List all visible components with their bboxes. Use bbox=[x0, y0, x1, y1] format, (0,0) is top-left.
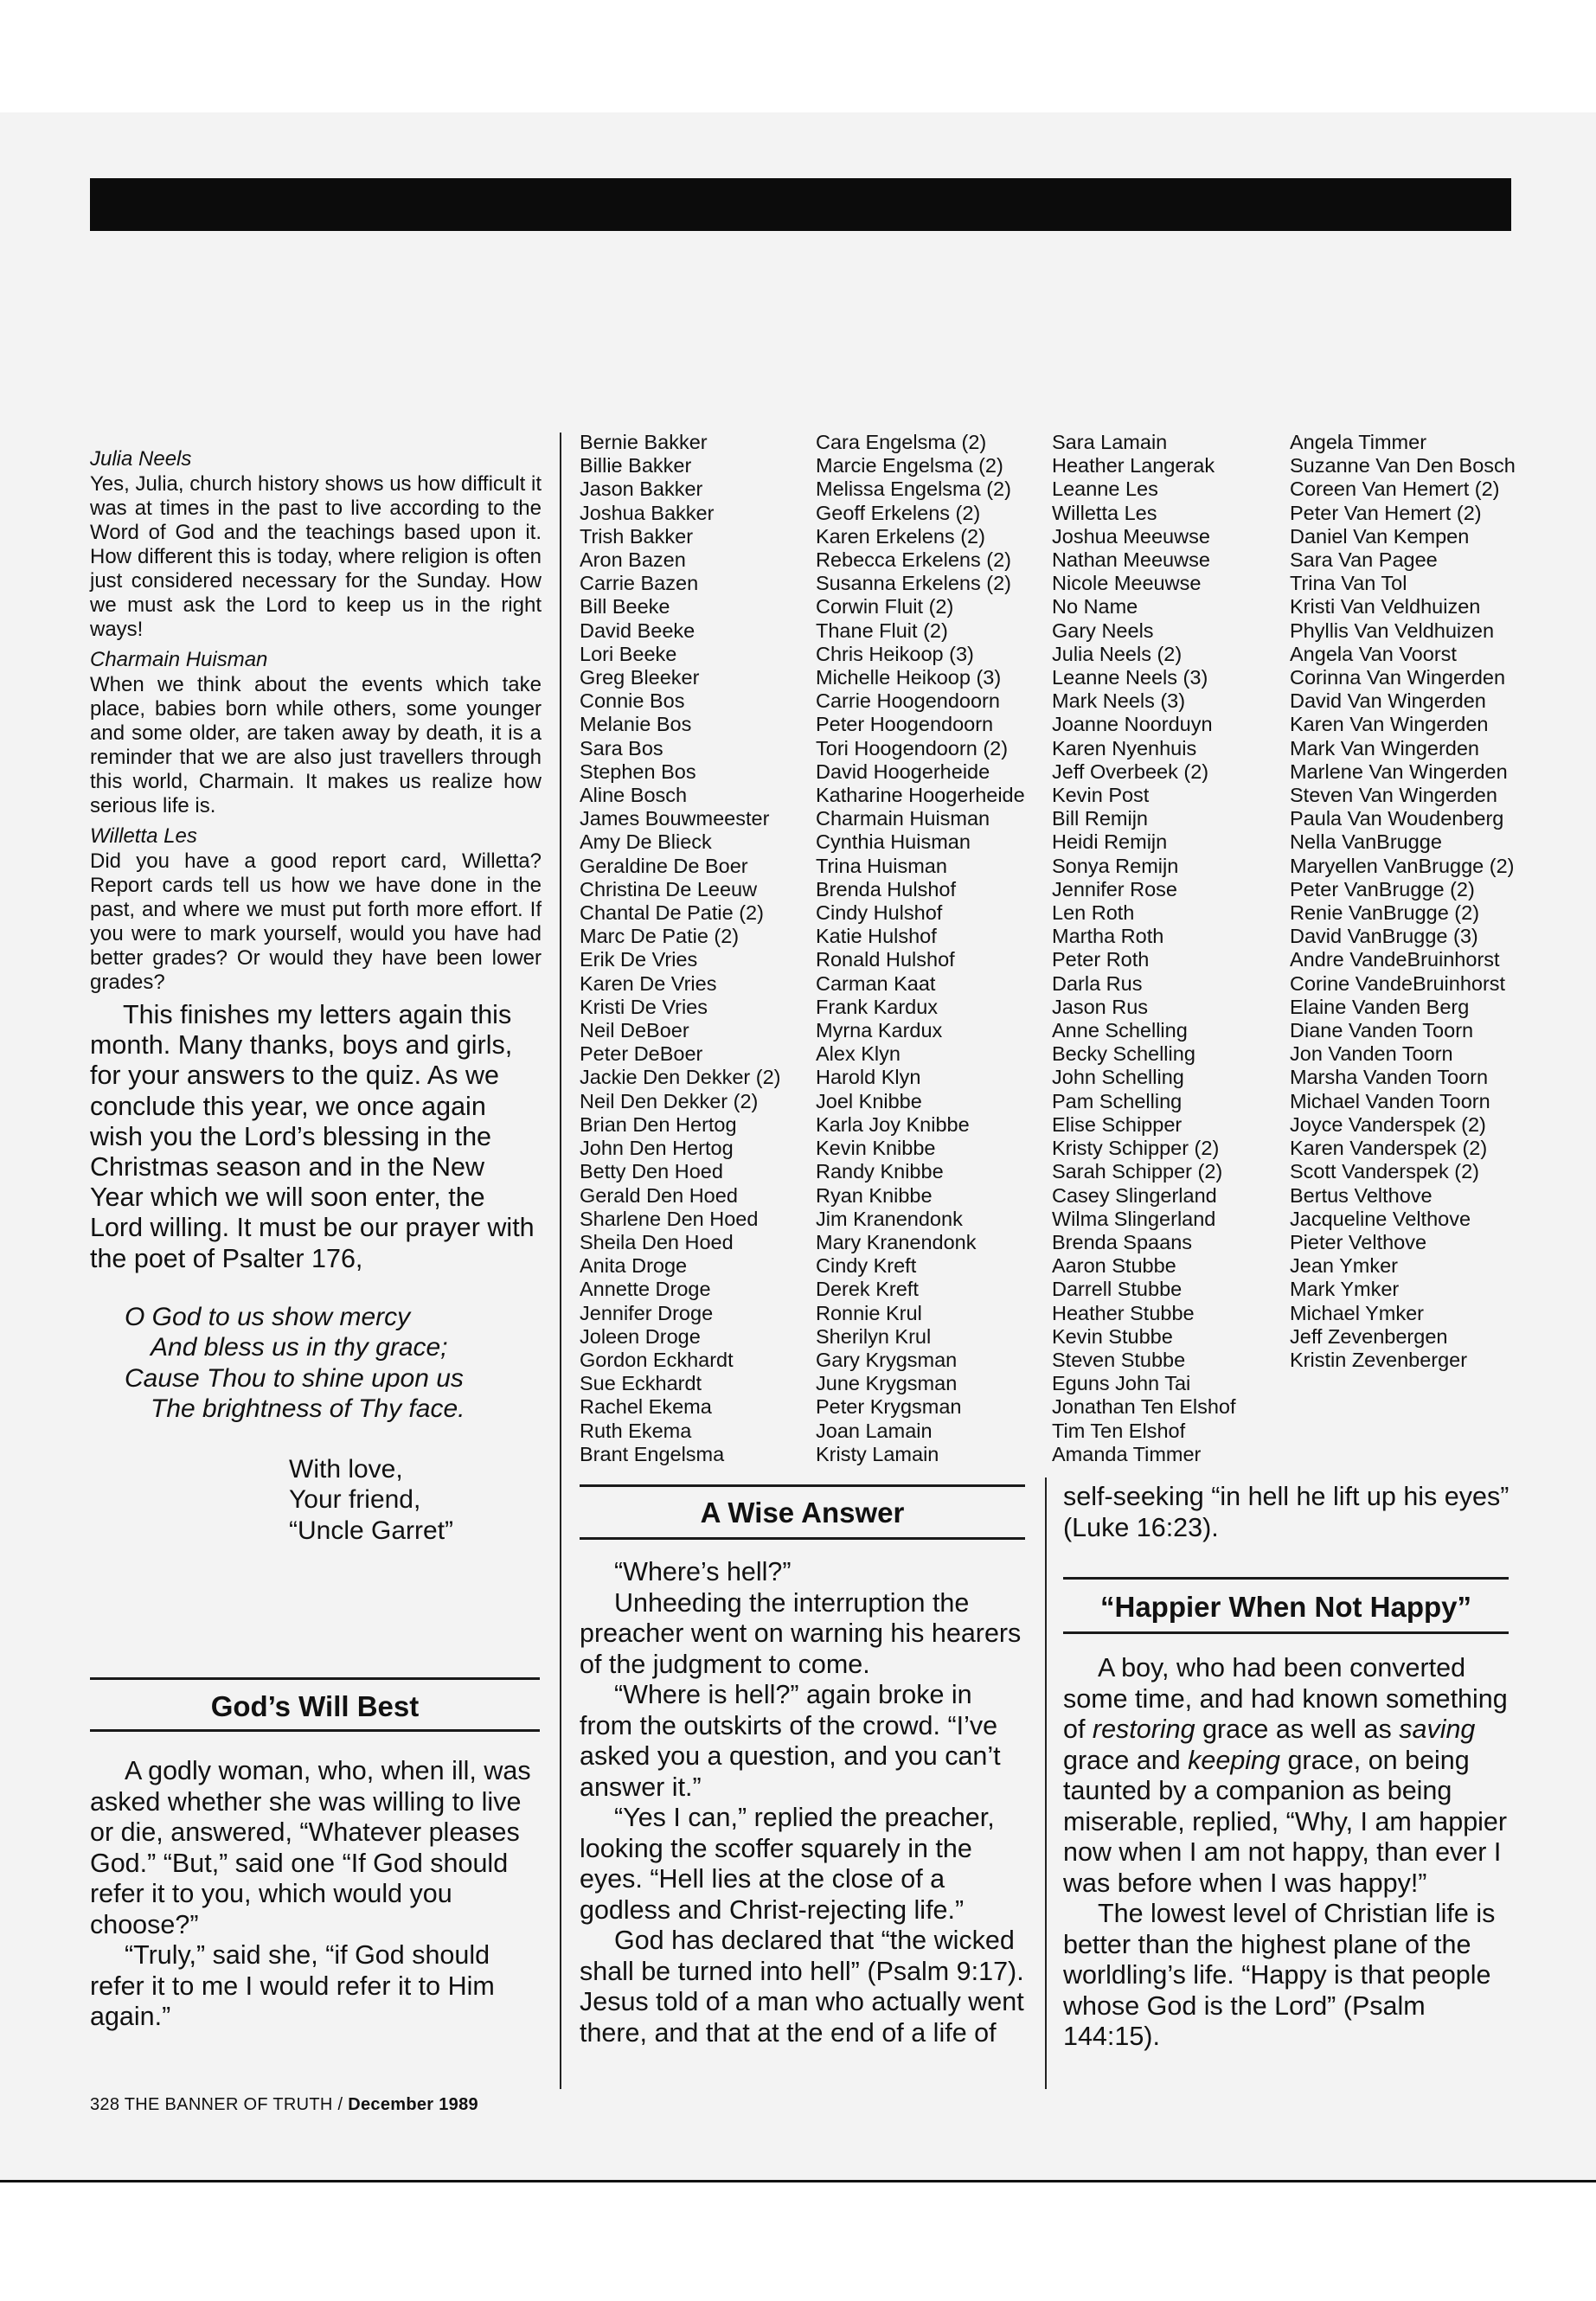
column-divider bbox=[1045, 1477, 1047, 2089]
name-entry: Sara Van Pagee bbox=[1290, 548, 1438, 572]
name-entry: Joshua Meeuwse bbox=[1052, 524, 1210, 548]
name-entry: Derek Kreft bbox=[816, 1278, 919, 1301]
wise-answer-title: A Wise Answer bbox=[700, 1497, 905, 1529]
name-entry: Susanna Erkelens (2) bbox=[816, 572, 1011, 595]
name-entry: David Hoogerheide bbox=[816, 760, 990, 783]
name-entry: Peter Roth bbox=[1052, 948, 1150, 971]
reply-text: When we think about the events which take place, babies born while others, some younger and some older, are taken away by death, it is a reminder that we are also just travellers through this world, Charmain. It makes us realize how serious life is. bbox=[90, 673, 542, 817]
name-entry: Rebecca Erkelens (2) bbox=[816, 548, 1011, 572]
name-entry: Nella VanBrugge bbox=[1290, 830, 1442, 854]
name-entry: Stephen Bos bbox=[580, 760, 696, 783]
name-entry: Kristi De Vries bbox=[580, 995, 708, 1018]
name-entry: John Schelling bbox=[1052, 1066, 1184, 1089]
name-entry: Brian Den Hertog bbox=[580, 1112, 737, 1136]
story-paragraph: A godly woman, who, when ill, was asked whether she was willing to live or die, answered, “Whatever pleases God.” “But,” said one “If God should refer it to you, which would you choose?” bbox=[90, 1756, 531, 1939]
name-entry: Carman Kaat bbox=[816, 971, 936, 995]
name-entry: Brant Engelsma bbox=[580, 1442, 725, 1465]
name-entry: Anita Droge bbox=[580, 1254, 688, 1278]
name-entry: Nicole Meeuwse bbox=[1052, 572, 1202, 595]
name-entry: Corinna Van Wingerden bbox=[1290, 666, 1506, 689]
heading-rule bbox=[580, 1484, 1025, 1487]
text-run: grace, on being taunted by a companion as being miserable, replied, “Why, I am happier now when I am not happy, than ever I was before when I was happy!” bbox=[1063, 1745, 1508, 1898]
name-entry: Marsha Vanden Toorn bbox=[1290, 1066, 1489, 1089]
name-entry: Jean Ymker bbox=[1290, 1254, 1398, 1278]
name-entry: Peter DeBoer bbox=[580, 1042, 703, 1066]
name-entry: Michelle Heikoop (3) bbox=[816, 666, 1002, 689]
happier-title: “Happier When Not Happy” bbox=[1099, 1591, 1472, 1623]
story-paragraph: self-seeking “in hell he lift up his eyes” (Luke 16:23). bbox=[1063, 1482, 1509, 1542]
name-entry: Frank Kardux bbox=[816, 995, 939, 1018]
heading-rule bbox=[90, 1677, 540, 1680]
header-black-bar bbox=[90, 178, 1511, 231]
heading-rule bbox=[1063, 1631, 1509, 1634]
name-entry: Peter VanBrugge (2) bbox=[1290, 877, 1475, 901]
story-paragraph bbox=[1063, 1653, 1513, 1899]
name-entry: Neil DeBoer bbox=[580, 1019, 689, 1042]
name-entry: Len Roth bbox=[1052, 901, 1135, 925]
name-entry: Jacqueline Velthove bbox=[1290, 1207, 1471, 1230]
name-entry: Sara Lamain bbox=[1052, 431, 1168, 453]
name-entry: Randy Knibbe bbox=[816, 1160, 944, 1183]
name-entry: Jim Kranendonk bbox=[816, 1207, 963, 1230]
name-entry: Sheila Den Hoed bbox=[580, 1230, 734, 1253]
name-entry: Chantal De Patie (2) bbox=[580, 901, 764, 925]
name-entry: Sharlene Den Hoed bbox=[580, 1207, 759, 1230]
story-paragraph: “Truly,” said she, “if God should refer it to me I would refer it to Him again.” bbox=[90, 1940, 495, 2031]
name-entry: Ryan Knibbe bbox=[816, 1183, 933, 1207]
name-entry: Jason Bakker bbox=[580, 478, 703, 501]
gods-will-best-title: God’s Will Best bbox=[210, 1690, 420, 1722]
psalter-poem bbox=[125, 1302, 542, 1425]
name-entry: Karen Vanderspek (2) bbox=[1290, 1137, 1488, 1160]
name-entry: Greg Bleeker bbox=[580, 666, 700, 689]
name-entry: Lori Beeke bbox=[580, 642, 677, 665]
name-entry: Angela Timmer bbox=[1290, 431, 1427, 453]
name-entry: Leanne Neels (3) bbox=[1052, 666, 1208, 689]
name-entry: Leanne Les bbox=[1052, 478, 1158, 501]
name-entry: Gerald Den Hoed bbox=[580, 1183, 738, 1207]
name-entry: Tori Hoogendoorn (2) bbox=[816, 736, 1009, 760]
name-entry: Billie Bakker bbox=[580, 454, 692, 478]
reply-name: Willetta Les bbox=[90, 824, 197, 848]
name-entry: Scott Vanderspek (2) bbox=[1290, 1160, 1480, 1183]
closing-paragraph: This finishes my letters again this month. Many thanks, boys and girls, for your answers to the quiz. As we conclude this year, we once again wish you the Lord’s blessing in the Christmas season and in the New Year which we will soon enter, the Lord willing. It must be our prayer with the poet of Psalter 176, bbox=[90, 1000, 535, 1273]
name-entry: Katharine Hoogerheide bbox=[816, 784, 1025, 807]
name-entry: Kristi Van Veldhuizen bbox=[1290, 595, 1481, 619]
text-run: grace as well as bbox=[1195, 1715, 1400, 1744]
name-entry: Brenda Spaans bbox=[1052, 1230, 1193, 1253]
name-entry: Kristy Lamain bbox=[816, 1442, 939, 1465]
name-entry: Coreen Van Hemert (2) bbox=[1290, 478, 1500, 501]
name-entry: Jeff Overbeek (2) bbox=[1052, 760, 1209, 783]
name-entry: Michael Ymker bbox=[1290, 1301, 1424, 1324]
name-entry: Karen Nyenhuis bbox=[1052, 736, 1197, 760]
name-entry: Steven Van Wingerden bbox=[1290, 784, 1497, 807]
name-entry: Joleen Droge bbox=[580, 1324, 701, 1348]
name-entry: Daniel Van Kempen bbox=[1290, 524, 1470, 548]
reply bbox=[90, 824, 542, 995]
name-entry: Christina De Leeuw bbox=[580, 877, 758, 901]
name-entry: Geoff Erkelens (2) bbox=[816, 501, 981, 524]
name-entry: Rachel Ekema bbox=[580, 1395, 712, 1419]
name-entry: Heather Stubbe bbox=[1052, 1301, 1195, 1324]
page-footer bbox=[90, 2095, 478, 2115]
name-entry: Peter Krygsman bbox=[816, 1395, 962, 1419]
signoff bbox=[289, 1454, 542, 1547]
reply-name: Charmain Huisman bbox=[90, 648, 268, 671]
name-entry: Sue Eckhardt bbox=[580, 1372, 702, 1395]
signoff-line: Your friend, bbox=[289, 1485, 421, 1515]
name-entry: June Krygsman bbox=[816, 1372, 958, 1395]
name-entry: Charmain Huisman bbox=[816, 807, 990, 830]
name-entry: Andre VandeBruinhorst bbox=[1290, 948, 1500, 971]
name-entry: Ruth Ekema bbox=[580, 1419, 692, 1442]
name-entry: Elise Schipper bbox=[1052, 1112, 1183, 1136]
name-entry: Connie Bos bbox=[580, 689, 685, 713]
name-entry: Bernie Bakker bbox=[580, 431, 708, 453]
emphasis: restoring bbox=[1092, 1715, 1195, 1744]
name-entry: Gordon Eckhardt bbox=[580, 1348, 734, 1371]
signoff-line: With love, bbox=[289, 1454, 403, 1484]
name-entry: Suzanne Van Den Bosch bbox=[1290, 454, 1516, 478]
name-entry: Harold Klyn bbox=[816, 1066, 921, 1089]
name-entry: Alex Klyn bbox=[816, 1042, 901, 1066]
publication-name: THE BANNER OF TRUTH / bbox=[124, 2095, 343, 2114]
reply-text: Yes, Julia, church history shows us how difficult it was at times in the past to live according to the Word of God and the teachings based upon it. How different this is today, where religion is often just considered necessary for the Sunday. How we must ask the Lord to keep us in the right ways! bbox=[90, 472, 542, 641]
name-entry: Heather Langerak bbox=[1052, 454, 1215, 478]
name-entry: Kevin Knibbe bbox=[816, 1137, 936, 1160]
name-entry: Karen Van Wingerden bbox=[1290, 713, 1489, 736]
name-entry: Myrna Kardux bbox=[816, 1019, 943, 1042]
name-entry: Peter Hoogendoorn bbox=[816, 713, 994, 736]
story-paragraph: “Yes I can,” replied the preacher, looking the scoffer squarely in the eyes. “Hell lies at the close of a godless and Christ-rejecting life.” bbox=[580, 1803, 995, 1925]
name-entry: Annette Droge bbox=[580, 1278, 711, 1301]
name-entry: Pam Schelling bbox=[1052, 1089, 1183, 1112]
name-entry: Eguns John Tai bbox=[1052, 1372, 1191, 1395]
name-entry: Ronnie Krul bbox=[816, 1301, 922, 1324]
poem-line: The brightness of Thy face. bbox=[151, 1394, 465, 1424]
name-entry: Jennifer Droge bbox=[580, 1301, 714, 1324]
name-entry: James Bouwmeester bbox=[580, 807, 770, 830]
heading-rule bbox=[90, 1729, 540, 1732]
gods-will-best-story bbox=[90, 1756, 540, 2033]
story-paragraph: God has declared that “the wicked shall be turned into hell” (Psalm 9:17). Jesus told of a man who actually went there, and that at the end of a life of bbox=[580, 1926, 1024, 2048]
name-entry: Bill Beeke bbox=[580, 595, 670, 619]
name-entry: Kevin Post bbox=[1052, 784, 1150, 807]
name-entry: Cindy Hulshof bbox=[816, 901, 943, 925]
emphasis: keeping bbox=[1188, 1745, 1280, 1775]
text-run: grace and bbox=[1063, 1745, 1189, 1775]
name-entry: Mark Neels (3) bbox=[1052, 689, 1186, 713]
name-entry: Aline Bosch bbox=[580, 784, 688, 807]
name-entry: Elaine Vanden Berg bbox=[1290, 995, 1470, 1018]
name-entry: Karen Erkelens (2) bbox=[816, 524, 985, 548]
name-entry: Marc De Patie (2) bbox=[580, 925, 740, 948]
name-entry: Michael Vanden Toorn bbox=[1290, 1089, 1490, 1112]
name-entry: Trish Bakker bbox=[580, 524, 694, 548]
name-entry: Pieter Velthove bbox=[1290, 1230, 1427, 1253]
names-column-4 bbox=[1290, 431, 1525, 1372]
name-entry: Mary Kranendonk bbox=[816, 1230, 977, 1253]
name-entry: Angela Van Voorst bbox=[1290, 642, 1457, 665]
name-entry: Corine VandeBruinhorst bbox=[1290, 971, 1506, 995]
name-entry: Chris Heikoop (3) bbox=[816, 642, 974, 665]
name-entry: Amanda Timmer bbox=[1052, 1442, 1202, 1465]
name-entry: Mark Van Wingerden bbox=[1290, 736, 1479, 760]
name-entry: Julia Neels (2) bbox=[1052, 642, 1183, 665]
reply-text: Did you have a good report card, Willetta? Report cards tell us how we have done in the past, and where we must put forth more effort. If you were to mark yourself, would you have had better grades? Or would they have been lower grades? bbox=[90, 849, 542, 994]
name-entry: Joshua Bakker bbox=[580, 501, 715, 524]
name-entry: Geraldine De Boer bbox=[580, 854, 748, 877]
name-entry: Anne Schelling bbox=[1052, 1019, 1188, 1042]
signoff-line: “Uncle Garret” bbox=[289, 1516, 454, 1545]
story-paragraph: The lowest level of Christian life is better than the highest plane of the worldling’s life. “Happy is that people whose God is the Lord” (Psalm 144:15). bbox=[1063, 1899, 1496, 2051]
name-entry: Katie Hulshof bbox=[816, 925, 937, 948]
name-entry: Wilma Slingerland bbox=[1052, 1207, 1216, 1230]
name-entry: Sonya Remijn bbox=[1052, 854, 1179, 877]
name-entry: Trina Van Tol bbox=[1290, 572, 1407, 595]
name-entry: John Den Hertog bbox=[580, 1137, 734, 1160]
name-entry: Melanie Bos bbox=[580, 713, 692, 736]
name-entry: Joyce Vanderspek (2) bbox=[1290, 1112, 1486, 1136]
reply bbox=[90, 647, 542, 818]
name-entry: Carrie Hoogendoorn bbox=[816, 689, 1000, 713]
name-entry: Kevin Stubbe bbox=[1052, 1324, 1173, 1348]
name-entry: David Van Wingerden bbox=[1290, 689, 1486, 713]
issue-date: December 1989 bbox=[348, 2095, 478, 2114]
heading-rule bbox=[580, 1537, 1025, 1540]
name-entry: Jonathan Ten Elshof bbox=[1052, 1395, 1236, 1419]
happier-story bbox=[1063, 1653, 1513, 2053]
bottom-rule bbox=[0, 2180, 1596, 2182]
name-entry: Karla Joy Knibbe bbox=[816, 1112, 970, 1136]
poem-line: Cause Thou to shine upon us bbox=[125, 1363, 464, 1393]
name-entry: Amy De Blieck bbox=[580, 830, 712, 854]
name-entry: Gary Krygsman bbox=[816, 1348, 958, 1371]
story-paragraph: “Where’s hell?” bbox=[614, 1557, 792, 1586]
name-entry: Bill Remijn bbox=[1052, 807, 1148, 830]
name-entry: Aaron Stubbe bbox=[1052, 1254, 1176, 1278]
names-column-1 bbox=[580, 431, 815, 1466]
name-entry: Betty Den Hoed bbox=[580, 1160, 723, 1183]
name-entry: Brenda Hulshof bbox=[816, 877, 956, 901]
poem-line: O God to us show mercy bbox=[125, 1302, 411, 1331]
name-entry: Mark Ymker bbox=[1290, 1278, 1400, 1301]
name-entry: Thane Fluit (2) bbox=[816, 619, 948, 642]
name-entry: Ronald Hulshof bbox=[816, 948, 955, 971]
name-entry: Marcie Engelsma (2) bbox=[816, 454, 1003, 478]
name-entry: Willetta Les bbox=[1052, 501, 1157, 524]
name-entry: Joanne Noorduyn bbox=[1052, 713, 1213, 736]
name-entry: Carrie Bazen bbox=[580, 572, 699, 595]
column-divider bbox=[560, 433, 561, 2089]
name-entry: Trina Huisman bbox=[816, 854, 947, 877]
reply-name: Julia Neels bbox=[90, 447, 192, 471]
name-entry: Corwin Fluit (2) bbox=[816, 595, 954, 619]
name-entry: Diane Vanden Toorn bbox=[1290, 1019, 1474, 1042]
name-entry: Jon Vanden Toorn bbox=[1290, 1042, 1453, 1066]
name-entry: Marlene Van Wingerden bbox=[1290, 760, 1508, 783]
name-entry: Cynthia Huisman bbox=[816, 830, 971, 854]
name-entry: Maryellen VanBrugge (2) bbox=[1290, 854, 1515, 877]
name-entry: No Name bbox=[1052, 595, 1138, 619]
name-entry: Heidi Remijn bbox=[1052, 830, 1168, 854]
name-entry: Neil Den Dekker (2) bbox=[580, 1089, 759, 1112]
name-entry: Jennifer Rose bbox=[1052, 877, 1177, 901]
name-entry: Phyllis Van Veldhuizen bbox=[1290, 619, 1495, 642]
name-entry: Kristy Schipper (2) bbox=[1052, 1137, 1220, 1160]
name-entry: David Beeke bbox=[580, 619, 695, 642]
name-entry: Karen De Vries bbox=[580, 971, 717, 995]
name-entry: Erik De Vries bbox=[580, 948, 698, 971]
name-entry: David VanBrugge (3) bbox=[1290, 925, 1478, 948]
name-entry: Jackie Den Dekker (2) bbox=[580, 1066, 781, 1089]
name-entry: Melissa Engelsma (2) bbox=[816, 478, 1011, 501]
emphasis: saving bbox=[1399, 1715, 1476, 1744]
name-entry: Nathan Meeuwse bbox=[1052, 548, 1210, 572]
wise-answer-story bbox=[580, 1557, 1029, 2048]
name-entry: Gary Neels bbox=[1052, 619, 1154, 642]
name-entry: Bertus Velthove bbox=[1290, 1183, 1433, 1207]
name-entry: Sarah Schipper (2) bbox=[1052, 1160, 1223, 1183]
name-entry: Casey Slingerland bbox=[1052, 1183, 1217, 1207]
page-number: 328 bbox=[90, 2095, 120, 2114]
story-paragraph: Unheeding the interruption the preacher went on warning his hearers of the judgment to come. bbox=[580, 1587, 1022, 1679]
name-entry: Steven Stubbe bbox=[1052, 1348, 1186, 1371]
name-entry: Joel Knibbe bbox=[816, 1089, 922, 1112]
name-entry: Tim Ten Elshof bbox=[1052, 1419, 1186, 1442]
story-paragraph: “Where is hell?” again broke in from the outskirts of the crowd. “I’ve asked you a question, and you can’t answer it.” bbox=[580, 1680, 1001, 1802]
name-entry: Sherilyn Krul bbox=[816, 1324, 932, 1348]
name-entry: Becky Schelling bbox=[1052, 1042, 1195, 1066]
name-entry: Paula Van Woudenberg bbox=[1290, 807, 1504, 830]
reply bbox=[90, 446, 542, 642]
name-entry: Jason Rus bbox=[1052, 995, 1149, 1018]
name-entry: Jeff Zevenbergen bbox=[1290, 1324, 1448, 1348]
name-entry: Peter Van Hemert (2) bbox=[1290, 501, 1482, 524]
name-entry: Renie VanBrugge (2) bbox=[1290, 901, 1480, 925]
name-entry: Cindy Kreft bbox=[816, 1254, 917, 1278]
name-entry: Martha Roth bbox=[1052, 925, 1164, 948]
name-entry: Aron Bazen bbox=[580, 548, 686, 572]
name-entry: Cara Engelsma (2) bbox=[816, 431, 987, 453]
names-column-2 bbox=[816, 431, 1051, 1466]
text-run: A boy, who had been converted some time, and had known something of bbox=[1063, 1653, 1508, 1744]
name-entry: Kristin Zevenberger bbox=[1290, 1348, 1468, 1371]
name-entry: Joan Lamain bbox=[816, 1419, 933, 1442]
poem-line: And bless us in thy grace; bbox=[151, 1333, 448, 1362]
names-column-3 bbox=[1052, 431, 1287, 1466]
letters-column bbox=[90, 441, 542, 1546]
name-entry: Sara Bos bbox=[580, 736, 663, 760]
name-entry: Darrell Stubbe bbox=[1052, 1278, 1183, 1301]
wise-answer-continuation bbox=[1063, 1482, 1513, 1543]
name-entry: Darla Rus bbox=[1052, 971, 1143, 995]
heading-rule bbox=[1063, 1577, 1509, 1580]
